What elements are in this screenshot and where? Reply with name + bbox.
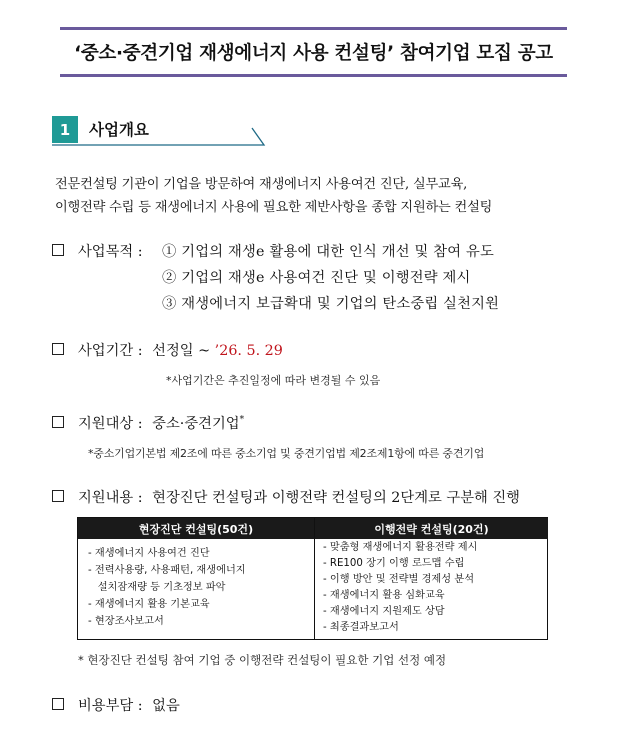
checkbox-icon	[52, 490, 64, 502]
table-header: 이행전략 컨설팅(20건)	[315, 518, 548, 539]
cost-label: 비용부담 :	[78, 698, 143, 714]
section-number: 1	[52, 116, 78, 143]
section-heading	[52, 114, 272, 146]
list-item: - 재생에너지 지원제도 상담	[323, 606, 445, 617]
list-item: - 전력사용량, 사용패턴, 재생에너지	[88, 565, 246, 576]
purpose-row	[52, 241, 143, 261]
checkbox-icon	[52, 416, 64, 428]
table-divider	[314, 518, 315, 639]
intro-paragraph	[55, 173, 577, 219]
table-cell-strategy	[323, 540, 477, 636]
period-value-prefix: 선정일 ~	[152, 343, 215, 359]
section-title: 사업개요	[89, 121, 149, 139]
list-item: - 이행 방안 및 전략별 경제성 분석	[323, 574, 475, 585]
list-item: - 최종결과보고서	[323, 622, 399, 633]
cost-value: 없음	[152, 698, 180, 714]
content-row	[52, 487, 520, 507]
purpose-item: ① 기업의 재생e 활용에 대한 인식 개선 및 참여 유도	[162, 244, 495, 260]
period-row	[52, 340, 283, 360]
section-underline	[52, 114, 272, 146]
support-table	[77, 517, 548, 640]
list-item: - 재생에너지 활용 기본교육	[88, 599, 210, 610]
period-end-date: ’26. 5. 29	[214, 343, 283, 359]
intro-line: 이행전략 수립 등 재생에너지 사용에 필요한 제반사항을 종합 지원하는 컨설팅	[55, 200, 493, 215]
period-label: 사업기간 :	[78, 343, 143, 359]
target-row	[52, 413, 244, 433]
page-title: ‘중소·중견기업 재생에너지 사용 컨설팅’ 참여기업 모집 공고	[74, 43, 553, 64]
purpose-item: ② 기업의 재생e 사용여건 진단 및 이행전략 제시	[162, 270, 471, 286]
list-item: - 재생에너지 사용여건 진단	[88, 548, 210, 559]
list-item: - RE100 장기 이행 로드맵 수립	[323, 558, 465, 569]
content-footnote: * 현장진단 컨설팅 참여 기업 중 이행전략 컨설팅이 필요한 기업 선정 예정	[78, 653, 447, 667]
purpose-label: 사업목적 :	[78, 244, 143, 260]
checkbox-icon	[52, 343, 64, 355]
list-item: - 맞춤형 재생에너지 활용전략 제시	[323, 542, 478, 553]
table-header: 현장진단 컨설팅(50건)	[78, 518, 314, 539]
checkbox-icon	[52, 244, 64, 256]
content-label: 지원내용 :	[78, 490, 143, 506]
content-value: 현장진단 컨설팅과 이행전략 컨설팅의 2단계로 구분해 진행	[152, 490, 520, 506]
cost-row	[52, 695, 180, 715]
intro-line: 전문컨설팅 기관이 기업을 방문하여 재생에너지 사용여건 진단, 실무교육,	[55, 177, 468, 192]
checkbox-icon	[52, 698, 64, 710]
purpose-item: ③ 재생에너지 보급확대 및 기업의 탄소중립 실천지원	[162, 296, 500, 312]
list-item: - 현장조사보고서	[88, 616, 164, 627]
list-item: - 재생에너지 활용 심화교육	[323, 590, 445, 601]
list-item: 설치잠재량 등 기초정보 파악	[88, 582, 226, 593]
target-mark: *	[239, 415, 245, 426]
period-note: *사업기간은 추진일정에 따라 변경될 수 있음	[166, 374, 381, 387]
title-banner	[60, 27, 567, 77]
target-note: *중소기업기본법 제2조에 따른 중소기업 및 중견기업법 제2조제1항에 따른 중견기업	[88, 447, 485, 460]
target-value: 중소·중견기업	[152, 416, 240, 432]
target-label: 지원대상 :	[78, 416, 143, 432]
table-cell-onsite	[88, 545, 246, 630]
